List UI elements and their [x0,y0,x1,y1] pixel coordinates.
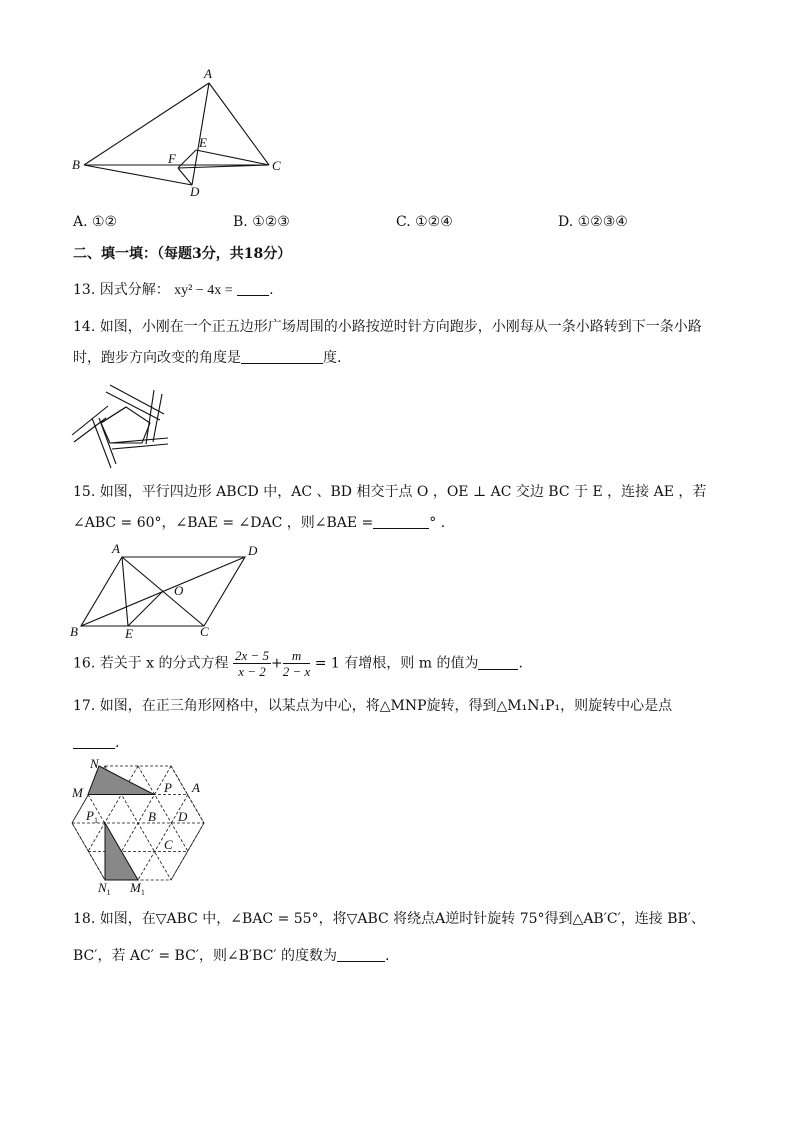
q16-frac1-den: x − 2 [238,664,266,679]
label-d: D [248,543,258,558]
q14-line1: 14. 如图，小刚在一个正五边形广场周围的小路按逆时针方向跑步，小刚每从一条小路转到下一条小路 [73,319,702,335]
label-n: N [90,758,99,771]
q13-text: 因式分解： [99,282,170,298]
label-p1: $P_1$ [86,808,98,825]
q17-end: . [115,735,120,751]
q14-answer-blank[interactable] [241,349,323,364]
option-b[interactable]: B. ①②③ [233,214,290,230]
label-m1: $M_1$ [130,880,145,897]
label-b: B [70,624,78,639]
q16-fraction-2 [283,648,311,679]
q16-plus: + [271,655,283,672]
path-bottom [110,438,168,443]
q17-line2 [73,733,119,753]
figure-q12 [68,62,298,202]
label-f: F [168,151,176,166]
label-p: P [164,780,172,795]
label-a: A [192,780,200,795]
question-16 [73,648,523,679]
line-ba [84,83,209,165]
label-b: B [148,809,156,824]
q16-eq: = 1 有增根，则 m 的值为 [314,655,479,672]
q16-frac2-num: m [283,648,311,664]
figure-q14-pentagon-paths [68,380,178,470]
q13-end: . [269,282,274,298]
label-a: A [112,541,120,556]
figure-q17-triangle-grid [66,758,216,898]
option-c[interactable]: C. ①②④ [396,214,453,230]
q15-answer-blank[interactable] [373,514,429,529]
label-c: C [272,158,281,173]
label-d: D [190,184,200,199]
q15-line2-post: ° . [429,515,446,531]
pentagon [101,407,150,443]
q13-number: 13. [73,282,96,298]
q14-line2 [73,348,341,368]
label-m: M [72,785,83,800]
q16-end: . [518,655,523,672]
option-a[interactable]: A. ①② [73,214,118,230]
q16-fraction-1 [233,648,271,679]
question-13 [73,280,274,301]
segment-oe [128,591,163,626]
label-a: A [204,66,212,81]
q13-answer-blank[interactable] [237,281,269,296]
path-right [146,390,154,444]
path-top [110,385,164,414]
q15-line2 [73,513,445,533]
q15-line1: 15. 如图，平行四边形 ABCD 中，AC 、BD 相交于点 O ，OE ⊥ AC 交边 BC 于 E ，连接 AE ，若 [73,484,707,500]
q18-line2 [73,946,390,966]
label-b: B [72,157,80,172]
q16-frac2-den: 2 − x [282,664,311,679]
q18-line2-post: . [385,948,390,964]
segment-ae [122,557,128,626]
q18-line2-pre: BC′，若 AC′ = BC′，则∠B′BC′ 的度数为 [73,948,338,964]
label-c: C [164,837,173,852]
q17-line1: 17. 如图，在正三角形网格中，以某点为中心，将△MNP旋转，得到△M₁N₁P₁，则旋转中心是点 [73,698,673,714]
figure-q15-parallelogram [66,540,266,642]
q16-pre: 16. 若关于 x 的分式方程 [73,655,229,672]
line-ac [209,83,269,165]
q18-line1: 18. 如图，在▽ABC 中，∠BAC = 55°，将▽ABC 将绕点A逆时针旋转 75°得到△AB′C′，连接 BB′、 [73,911,705,927]
label-e: E [125,626,133,641]
q13-expr: xy² − 4x = [174,283,233,298]
q15-line2-pre: ∠ABC = 60°，∠BAE = ∠DAC ，则∠BAE = [73,515,374,531]
label-o: O [174,583,184,598]
q14-line2-post: 度. [323,350,342,366]
option-d[interactable]: D. ①②③④ [558,214,628,230]
label-n1: $N_1$ [98,880,111,897]
line-ec [196,150,269,165]
q14-line2-pre: 时，跑步方向改变的角度是 [73,350,241,366]
q17-answer-blank[interactable] [73,734,115,749]
line-bd [84,165,192,185]
section-heading: 二、填一填：（每题3分，共18分） [73,246,292,262]
label-c: C [200,624,209,639]
q16-frac1-num: 2x − 5 [234,648,270,663]
line-ad [192,83,209,185]
q18-answer-blank[interactable] [337,947,385,962]
label-d: D [178,809,188,824]
label-e: E [199,135,207,150]
q16-answer-blank[interactable] [478,655,518,670]
